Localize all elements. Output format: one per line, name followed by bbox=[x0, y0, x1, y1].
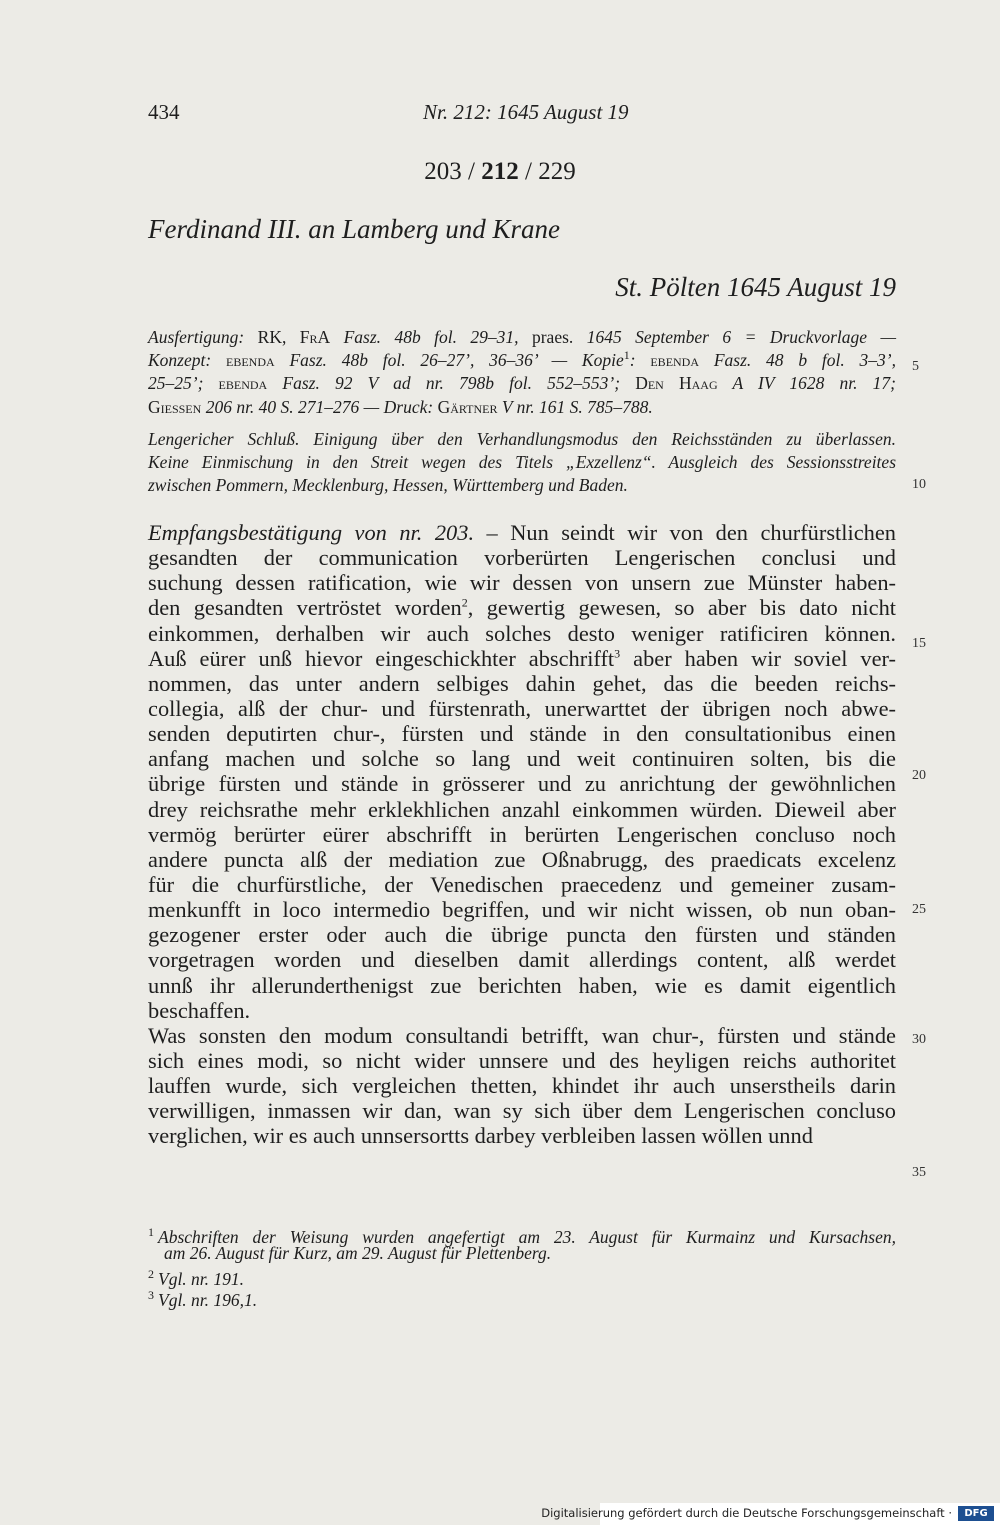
dfg-logo: DFG bbox=[958, 1506, 994, 1521]
footnote-mark: 2 bbox=[148, 1267, 154, 1281]
text-run: Fasz. 48b fol. 26–27’, 36–36’ — Kopie bbox=[274, 350, 624, 371]
text-run: verwilligen, inmassen wir dan, wan sy sich über dem Lengerischen concluso bbox=[148, 1098, 896, 1124]
text-run: Fasz. 92 V ad nr. 798b fol. 552–553’; bbox=[267, 373, 621, 394]
line-number: 30 bbox=[912, 1032, 926, 1047]
dfg-banner bbox=[541, 1503, 1000, 1525]
separator: / bbox=[461, 158, 482, 185]
text-line bbox=[148, 545, 896, 570]
text-line bbox=[148, 696, 896, 721]
text-line bbox=[148, 671, 896, 696]
document-title: Ferdinand III. an Lamberg und Krane bbox=[148, 214, 560, 244]
regest-line: Keine Einmischung in den Streit wegen des Titels „Exzellenz“. Ausgleich des Sessionsstreites bbox=[148, 452, 896, 473]
text-run: gesandten der communication vorberürten Lengerischen conclusi und bbox=[148, 545, 896, 571]
text-run: für die churfürstliche, der Venedischen praecedenz und gemeiner zusam- bbox=[148, 871, 896, 897]
text-line bbox=[148, 721, 896, 746]
document-reference bbox=[0, 158, 1000, 186]
text-run: Konzept: bbox=[148, 350, 212, 371]
running-title: Nr. 212: 1645 August 19 bbox=[423, 100, 629, 124]
text-run: andere puncta alß der mediation zue Oßnabrugg, des praedicats excelenz bbox=[148, 846, 896, 872]
text-run: collegia, alß der chur- und fürstenrath, unerwarttet der übrigen noch abwe- bbox=[148, 695, 896, 721]
text-run: A IV 1628 nr. 17; bbox=[717, 373, 896, 394]
text-line bbox=[148, 847, 896, 872]
text-run: ebenda bbox=[211, 350, 275, 371]
text-run: ebenda bbox=[203, 373, 268, 394]
regest-line: zwischen Pommern, Mecklenburg, Hessen, Württemberg und Baden. bbox=[148, 475, 628, 496]
text-run: FrA bbox=[299, 327, 331, 347]
text-line bbox=[148, 1098, 896, 1123]
line-number: 10 bbox=[912, 477, 926, 492]
text-run: Auß eürer unß hievor eingeschickhter abschrifft bbox=[148, 645, 615, 671]
footnote-mark: 1 bbox=[148, 1225, 154, 1239]
text-run: anfang machen und solche so lang und weit continuiren solten, bis die bbox=[148, 746, 896, 772]
text-run: übrige fürsten und stände in grösserer und zu anrichtung der gewöhnlichen bbox=[148, 771, 896, 797]
text-line bbox=[148, 922, 896, 947]
text-run: menkunfft in loco intermedio begriffen, und wir nicht wissen, ob nun oban- bbox=[148, 897, 896, 923]
text-line bbox=[148, 797, 896, 822]
dateline: St. Pölten 1645 August 19 bbox=[615, 272, 896, 302]
line-number: 35 bbox=[912, 1165, 926, 1180]
text-line bbox=[148, 822, 896, 847]
line-number: 25 bbox=[912, 902, 926, 917]
text-line bbox=[148, 947, 896, 972]
text-line bbox=[148, 646, 896, 671]
text-run: Giessen bbox=[148, 396, 202, 417]
text-run: aber haben wir soviel ver- bbox=[620, 645, 896, 671]
text-run: Ausfertigung: bbox=[148, 327, 245, 347]
text-run: praes. bbox=[518, 327, 587, 347]
text-line bbox=[148, 621, 896, 646]
text-run: drey reichsrathe mehr erklekhlichen anzahl einkommen würden. Dieweil aber bbox=[148, 796, 896, 822]
text-run: nommen, das unter andern selbiges dahin gehet, das die beeden reichs- bbox=[148, 670, 896, 696]
next-document-number: 229 bbox=[538, 158, 576, 185]
text-run: sich eines modi, so nicht wider unnsere und des heyligen reichs authoritet bbox=[148, 1047, 896, 1073]
text-run: senden deputirten chur-, fürsten und stände in den consultationibus einen bbox=[148, 721, 896, 747]
text-run: 25–25’; bbox=[148, 373, 204, 394]
text-line bbox=[148, 372, 896, 395]
text-run: verglichen, wir es auch unnsersortts darbey verbleiben lassen wöllen unnd bbox=[148, 1123, 813, 1149]
separator: / bbox=[518, 158, 539, 185]
text-run: beschaffen. bbox=[148, 997, 251, 1023]
text-run: Fasz. 48 b fol. 3–3’, bbox=[699, 350, 896, 371]
page-number: 434 bbox=[148, 100, 180, 124]
text-run: Was sonsten den modum consultandi betrifft, wan chur-, fürsten und stände bbox=[148, 1022, 896, 1048]
footnote-text: Vgl. nr. 196,1. bbox=[158, 1289, 258, 1310]
text-run: unnß ihr allerunderthenigst zue berichten haben, wie es damit eigentlich bbox=[148, 972, 896, 998]
footnote-text: am 26. August für Kurz, am 29. August für Plettenberg. bbox=[164, 1243, 552, 1263]
footnote-text: Vgl. nr. 191. bbox=[158, 1268, 245, 1289]
text-line bbox=[148, 897, 896, 922]
text-line bbox=[148, 1023, 896, 1048]
text-run: – Nun seindt wir von den churfürstlichen bbox=[474, 520, 896, 545]
text-run: : bbox=[629, 350, 636, 371]
text-line bbox=[148, 771, 896, 796]
dfg-banner-text: Digitalisierung gefördert durch die Deutsche Forschungsgemeinschaft · bbox=[541, 1506, 952, 1520]
footnote-line bbox=[148, 1285, 896, 1310]
footnote-line bbox=[148, 1264, 896, 1289]
text-run: Fasz. 48b fol. 29–31, bbox=[330, 327, 519, 347]
current-document-number: 212 bbox=[481, 158, 519, 185]
footnote-mark: 3 bbox=[148, 1288, 154, 1302]
text-line bbox=[148, 998, 896, 1023]
text-line bbox=[148, 595, 896, 620]
text-run: suchung dessen ratification, wie wir dessen von unsern zue Münster haben- bbox=[148, 570, 896, 596]
regest-line: Lengericher Schluß. Einigung über den Verhandlungsmodus den Reichsständen zu überlassen. bbox=[148, 429, 896, 449]
text-run: Empfangsbestätigung von nr. 203. bbox=[148, 520, 475, 545]
text-run: , gewertig gewesen, so aber bis dato nicht bbox=[467, 595, 897, 621]
text-run: einkommen, derhalben wir auch solches desto weniger ratificiren können. bbox=[148, 620, 896, 646]
text-run: vermög berürter eürer abschrifft in berürten Lengerischen concluso noch bbox=[148, 821, 896, 847]
footnote-text: Abschriften der Weisung wurden angefertigt am 23. August für Kurmainz und Kursachsen, bbox=[158, 1226, 896, 1247]
text-run: 1645 September 6 = Druckvorlage — bbox=[586, 327, 897, 347]
text-run: vorgetragen worden und dieselben damit allerdings content, alß werdet bbox=[148, 947, 896, 973]
text-line bbox=[148, 396, 896, 419]
text-run: lauffen wurde, sich vergleichen thetten, khindet ihr auch unserstheils darin bbox=[148, 1073, 896, 1099]
text-line bbox=[148, 570, 896, 595]
text-run: 206 nr. 40 S. 271–276 — Druck: bbox=[201, 396, 434, 417]
text-line bbox=[148, 746, 896, 771]
text-line bbox=[148, 1048, 896, 1073]
text-line bbox=[148, 973, 896, 998]
footnote-reference[interactable]: 2 bbox=[461, 595, 468, 610]
text-line bbox=[148, 872, 896, 897]
body-text bbox=[148, 520, 896, 1149]
text-run: den gesandten vertröstet worden bbox=[148, 595, 462, 621]
text-run: RK, bbox=[244, 327, 300, 347]
source-apparatus bbox=[148, 326, 896, 419]
text-run: Den Haag bbox=[620, 373, 718, 394]
text-line bbox=[148, 1123, 896, 1148]
line-number: 20 bbox=[912, 768, 926, 783]
line-number: 5 bbox=[912, 359, 919, 374]
regest bbox=[148, 428, 896, 498]
footnote-reference[interactable]: 3 bbox=[614, 646, 621, 661]
previous-document-number: 203 bbox=[424, 158, 462, 185]
text-run: V nr. 161 S. 785–788. bbox=[497, 396, 653, 417]
text-line bbox=[148, 326, 896, 349]
text-run: Gärtner bbox=[433, 396, 498, 417]
text-run: ebenda bbox=[635, 350, 700, 371]
footnote-reference[interactable]: 1 bbox=[623, 348, 630, 363]
text-line bbox=[148, 520, 896, 545]
text-line bbox=[148, 1073, 896, 1098]
text-line bbox=[148, 349, 896, 372]
line-number: 15 bbox=[912, 636, 926, 651]
footnote-line bbox=[148, 1222, 896, 1247]
footnotes bbox=[148, 1222, 896, 1310]
text-run: gezogener erster oder auch die übrige puncta den fürsten und ständen bbox=[148, 922, 896, 948]
